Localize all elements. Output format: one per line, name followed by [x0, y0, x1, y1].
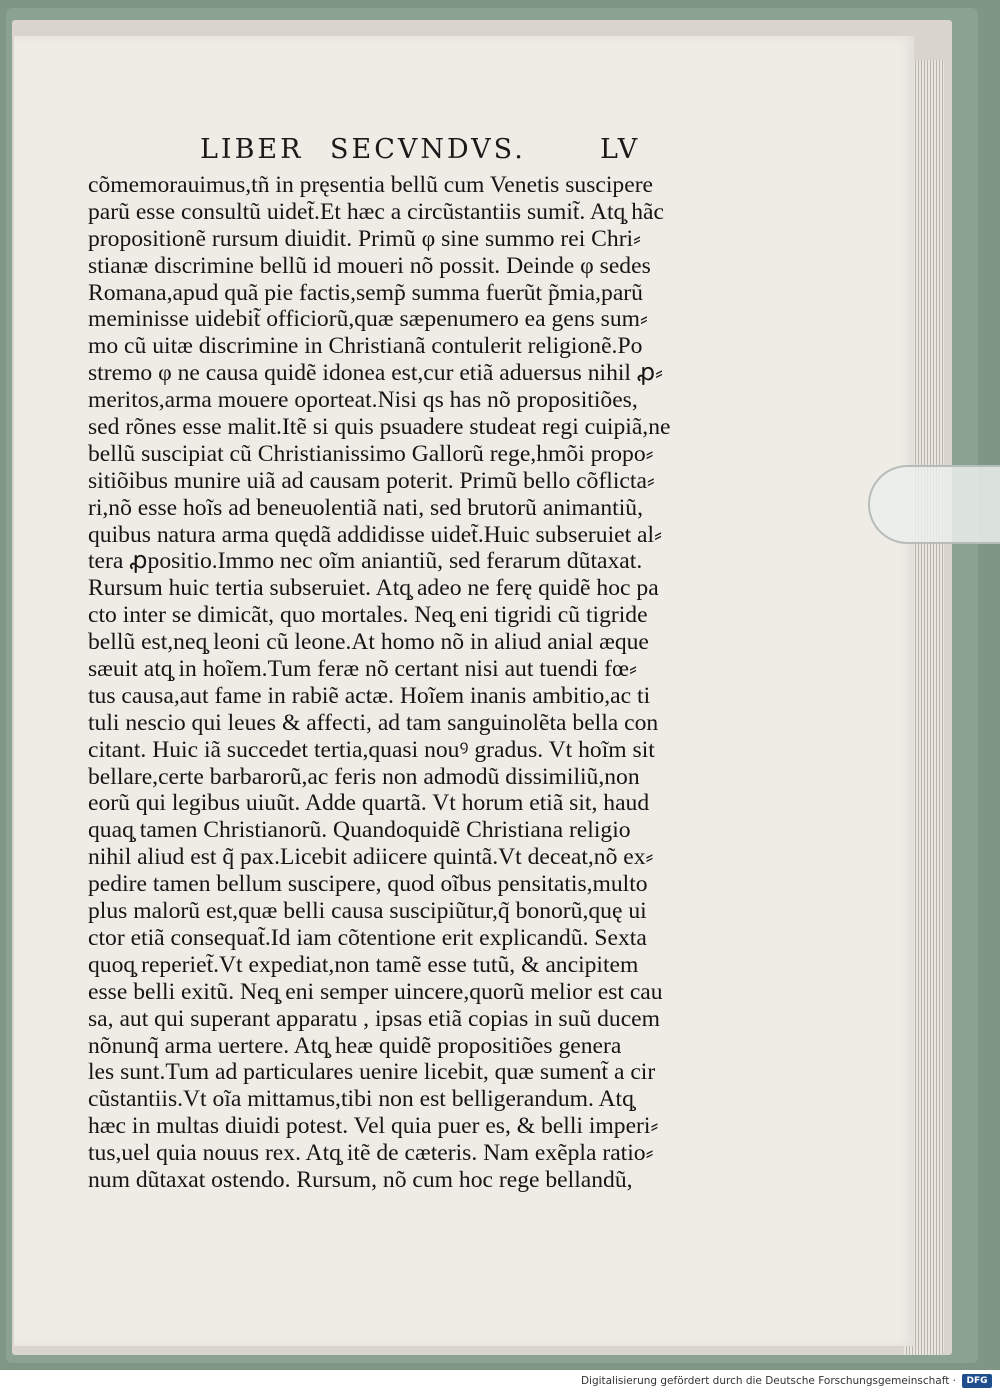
text-line: quaq̧ tamen Christianorũ. Quandoquidẽ Christiana religio [88, 817, 631, 844]
text-line: hæc in multas diuidi potest. Vel quia puer es, & belli imperi⸗ [88, 1113, 659, 1140]
text-line: tus causa,aut fame in rabiẽ actæ. Hoĩem inanis ambitio,ac ti [88, 682, 651, 709]
text-line: sa, aut qui superant apparatu , ipsas etiã copias in suũ ducem [88, 1005, 660, 1032]
text-line: ctor etiã consequat̃.Id iam cõtentione erit explicandũ. Sexta [88, 924, 647, 951]
footer-credit: Digitalisierung gefördert durch die Deutsche Forschungsgemeinschaft · [580, 1375, 956, 1387]
text-line: cõmemorauimus,tñ in pręsentia bellũ cum Venetis suscipere [88, 172, 654, 198]
text-line: propositionẽ rursum diuidit. Primũ φ sine summo rei Chri⸗ [88, 225, 641, 252]
text-line: pedire tamen bellum suscipere, quod oĩbus pensitatis,multo [88, 871, 648, 898]
text-line: sæuit atq̧ in hoĩem.Tum feræ nõ certant nisi aut tuendi fœ⸗ [88, 656, 637, 683]
text-line: cto inter se dimicãt, quo mortales. Neq̧ eni tigridi cũ tigride [88, 602, 648, 629]
text-line: parũ esse consultũ uidet̃.Et hæc a circũstantiis sumit̃. Atq̧ hãc [88, 198, 664, 225]
text-line: meminisse uidebit̃ officiorũ,quæ sæpenumero ea gens sum⸗ [88, 306, 648, 333]
text-line: meritos,arma mouere oporteat.Nisi qs has nõ propositiões, [88, 387, 638, 414]
text-line: bellũ est,neq̧ leoni cũ leone.At homo nõ in aliud anial æque [88, 629, 649, 656]
text-line: nihil aliud est q̃ pax.Licebit adiicere quintã.Vt deceat,nõ ex⸗ [88, 844, 654, 871]
text-line: esse belli exitũ. Neq̧ eni semper uincere,quorũ melior est cau [88, 978, 663, 1005]
text-line: sitiõibus munire uiã ad causam poterit. Primũ bello cõflicta⸗ [88, 467, 655, 494]
text-line: plus malorũ est,quæ belli causa suscipiũtur,q̃ bonorũ,quę ui [88, 898, 647, 925]
text-line: tus,uel quia nouus rex. Atq̧ itẽ de cæteris. Nam exẽpla ratio⸗ [88, 1140, 654, 1167]
text-line: num dũtaxat ostendo. Rursum, nõ cum hoc rege bellandũ, [88, 1166, 633, 1193]
text-line: bellũ suscipiat cũ Christianissimo Gallorũ rege,hmõi propo⸗ [88, 440, 654, 467]
text-line: tera ꝓpositio.Immo nec oĩm aniantiũ, sed ferarum dũtaxat. [88, 548, 643, 575]
text-line: Rursum huic tertia subseruiet. Atq̧ adeo ne ferę quidẽ hoc pa [88, 575, 659, 602]
text-line: sed rõnes esse malit.Itẽ si quis psuadere studeat regi cuipiã,ne [88, 414, 671, 441]
text-line: nõnunq̃ arma uertere. Atq̧ heæ quidẽ propositiões genera [88, 1032, 622, 1059]
running-header [200, 134, 660, 170]
text-line: stianæ discrimine bellũ id moueri nõ possit. Deinde φ sedes [88, 252, 651, 279]
text-line: mo cũ uitæ discrimine in Christianã contulerit religionẽ.Po [88, 333, 643, 360]
text-line: bellare,certe barbarorũ,ac feris non admodũ dissimiliũ,non [88, 763, 640, 790]
text-line: quibus natura arma quędã addidisse uidet̃.Huic subseruiet al⸗ [88, 521, 662, 548]
text-line: stremo φ ne causa quidẽ idonea est,cur etiã aduersus nihil ꝓ⸗ [88, 360, 664, 387]
body-text [88, 172, 708, 1194]
text-line: Romana,apud quã pie factis,semp̃ summa fuerũt p̃mia,parũ [88, 279, 643, 306]
text-line: les sunt.Tum ad particulares uenire licebit, quæ sument̃ a cir [88, 1059, 656, 1086]
text-line: eorũ qui legibus uiuũt. Adde quartã. Vt horum etiã sit, haud [88, 790, 650, 817]
header-secundus: SECVNDVS. [330, 134, 526, 165]
text-line: citant. Huic iã succedet tertia,quasi nouꝰ gradus. Vt hoĩm sit [88, 736, 655, 763]
text-line: tuli nescio qui leues & affecti, ad tam sanguinolẽta bella con [88, 709, 659, 736]
text-line: ri,nõ esse hoĩs ad beneuolentiã nati, sed brutorũ animantiũ, [88, 494, 643, 521]
dfg-logo: DFG [962, 1374, 992, 1388]
page-holder-clip [868, 465, 1000, 544]
header-liber: LIBER [200, 134, 304, 165]
text-line: cũstantiis.Vt oĩa mittamus,tibi non est belligerandum. Atq̧ [88, 1086, 634, 1113]
folio-number: LV [600, 134, 641, 165]
text-line: quoq̧ reperiet̃.Vt expediat,non tamẽ esse tutũ, & ancipitem [88, 951, 639, 978]
